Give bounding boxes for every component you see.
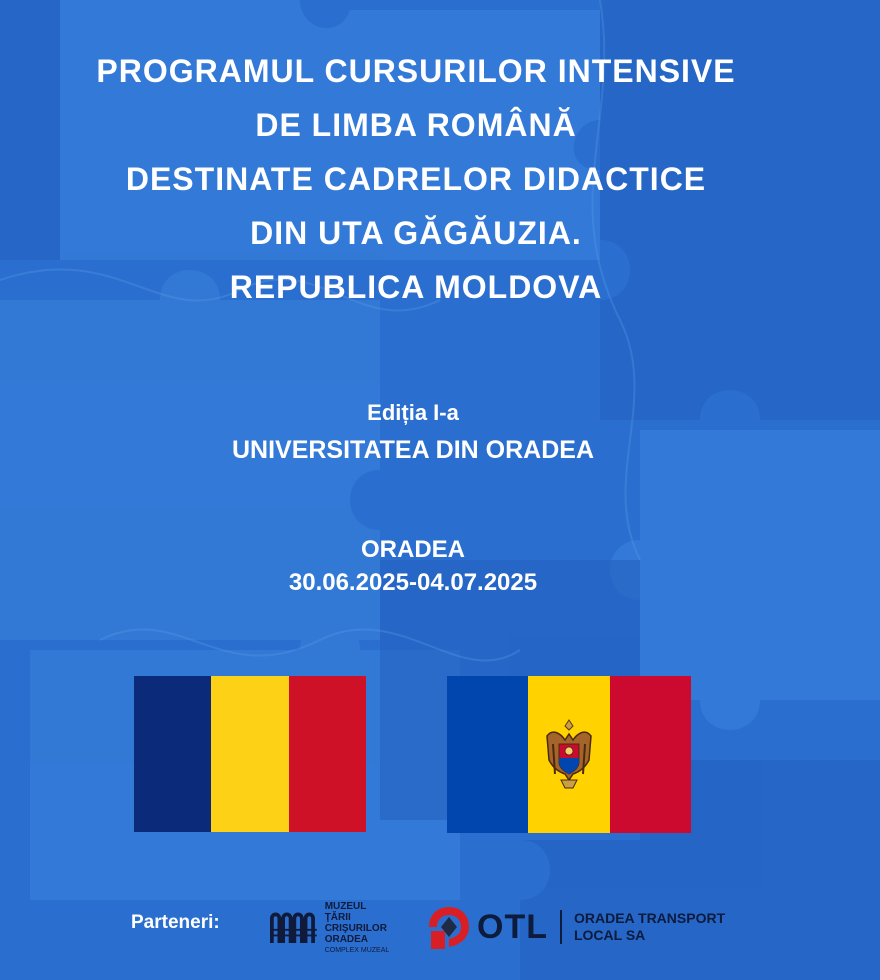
museum-name: MUZEUL ŢĂRII CRIŞURILOR ORADEA COMPLEX MUZEAL xyxy=(324,900,390,954)
muzeul-tarii-crisurilor-logo xyxy=(270,900,410,954)
otl-company-name: ORADEA TRANSPORT LOCAL SA xyxy=(573,910,726,943)
edition-block xyxy=(0,396,826,470)
program-title xyxy=(0,44,832,314)
moldova-flag xyxy=(447,676,691,833)
partners-label: Parteneri: xyxy=(131,912,220,933)
moldova-coat-of-arms-icon xyxy=(539,714,599,794)
title-line-5: REPUBLICA MOLDOVA xyxy=(229,269,603,305)
flag-stripe-yellow xyxy=(528,676,610,833)
title-line-4: DIN UTA GĂGĂUZIA. xyxy=(250,215,582,251)
flag-stripe-red xyxy=(289,676,366,832)
otl-emblem-icon xyxy=(427,903,471,951)
museum-emblem-icon xyxy=(270,910,319,946)
flag-stripe-blue xyxy=(134,676,211,832)
title-line-2: DE LIMBA ROMÂNĂ xyxy=(255,107,577,143)
otl-wordmark: OTL xyxy=(477,907,548,946)
flag-stripe-blue xyxy=(447,676,528,833)
title-line-1: PROGRAMUL CURSURILOR INTENSIVE xyxy=(96,53,736,89)
event-dates: 30.06.2025-04.07.2025 xyxy=(288,569,538,596)
flag-stripe-red xyxy=(610,676,691,833)
flag-stripe-yellow xyxy=(211,676,289,832)
institution-name: UNIVERSITATEA DIN ORADEA xyxy=(231,436,595,464)
title-line-3: DESTINATE CADRELOR DIDACTICE xyxy=(125,161,707,197)
otl-logo xyxy=(427,902,747,952)
event-block xyxy=(0,534,826,600)
romania-flag xyxy=(134,676,366,832)
event-city: ORADEA xyxy=(360,536,465,563)
edition-label: Ediția I-a xyxy=(367,400,459,425)
logo-divider xyxy=(560,910,562,944)
